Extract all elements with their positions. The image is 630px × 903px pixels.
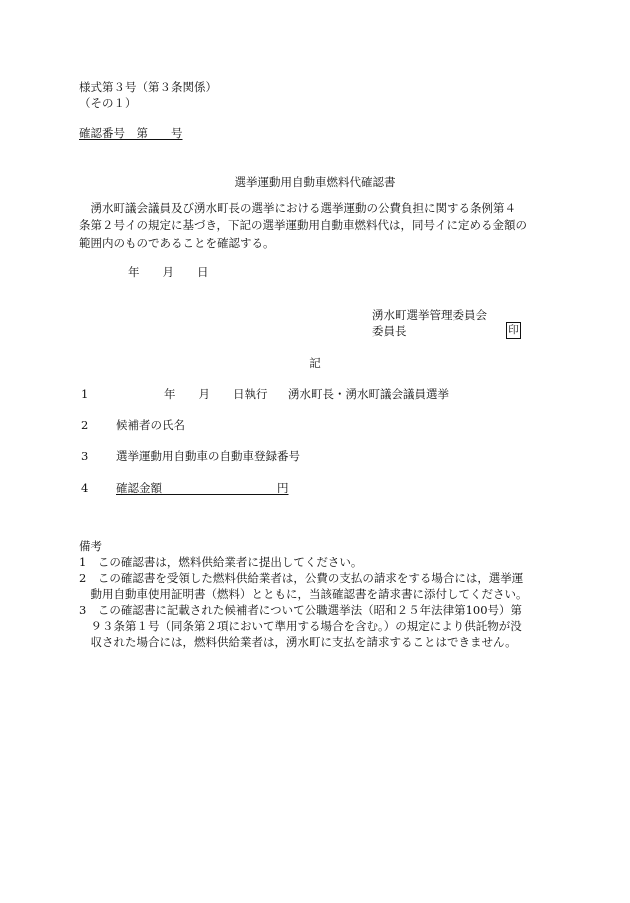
- note-line: 収された場合には，燃料供給業者は，湧水町に支払を請求することはできません。: [79, 635, 517, 649]
- form-sub-number: （その１）: [79, 96, 137, 110]
- item-4-label: 確認金額: [116, 481, 162, 495]
- document-title: 選挙運動用自動車燃料代確認書: [234, 175, 396, 189]
- form-number: 様式第３号（第３条関係）: [79, 80, 217, 94]
- body-line: 条第２号イの規定に基づき，下記の選挙運動用自動車燃料代は，同号イに定める金額の: [79, 218, 528, 233]
- body-line: 湧水町議会議員及び湧水町長の選挙における選挙運動の公費負担に関する条例第４: [79, 201, 516, 215]
- note-line: 動用自動車使用証明書（燃料）とともに，当該確認書を請求書に添付してください。: [79, 587, 528, 601]
- item-1-date: 年 月 日執行: [164, 387, 268, 401]
- item-3-label: 選挙運動用自動車の自動車登録番号: [116, 449, 300, 463]
- notes-heading: 備考: [79, 539, 102, 553]
- issuer-org: 湧水町選挙管理委員会: [372, 308, 487, 322]
- body-line: 範囲内のものであることを確認する。: [79, 235, 275, 250]
- note-line: 2 この確認書を受領した燃料供給業者は，公費の支払の請求をする場合には，選挙運: [79, 571, 524, 585]
- issuer-role: 委員長: [372, 324, 407, 338]
- ki-heading: 記: [309, 356, 321, 370]
- item-2-number: 2: [81, 418, 89, 432]
- notes-list: [79, 554, 555, 650]
- item-1-election: 湧水町長・湧水町議会議員選挙: [288, 387, 449, 401]
- item-4-unit: 円: [277, 481, 289, 495]
- item-4-amount: [116, 480, 289, 497]
- item-3-number: 3: [81, 449, 89, 463]
- item-1-number: 1: [81, 387, 89, 401]
- note-line: 1 この確認書は，燃料供給業者に提出してください。: [79, 555, 363, 569]
- item-4-blank: [162, 481, 277, 495]
- body-paragraph: [79, 200, 555, 252]
- item-4-number: 4: [81, 481, 89, 495]
- confirmation-number: 確認番号 第 号: [79, 126, 183, 140]
- date-line: 年 月 日: [128, 265, 209, 279]
- note-line: ９３条第１号（同条第２項において準用する場合を含む。）の規定により供託物が没: [79, 619, 522, 633]
- item-2-label: 候補者の氏名: [116, 418, 185, 432]
- seal-box: 印: [506, 322, 521, 339]
- note-line: 3 この確認書に記載された候補者について公職選挙法（昭和２５年法律第100号）第: [79, 603, 523, 617]
